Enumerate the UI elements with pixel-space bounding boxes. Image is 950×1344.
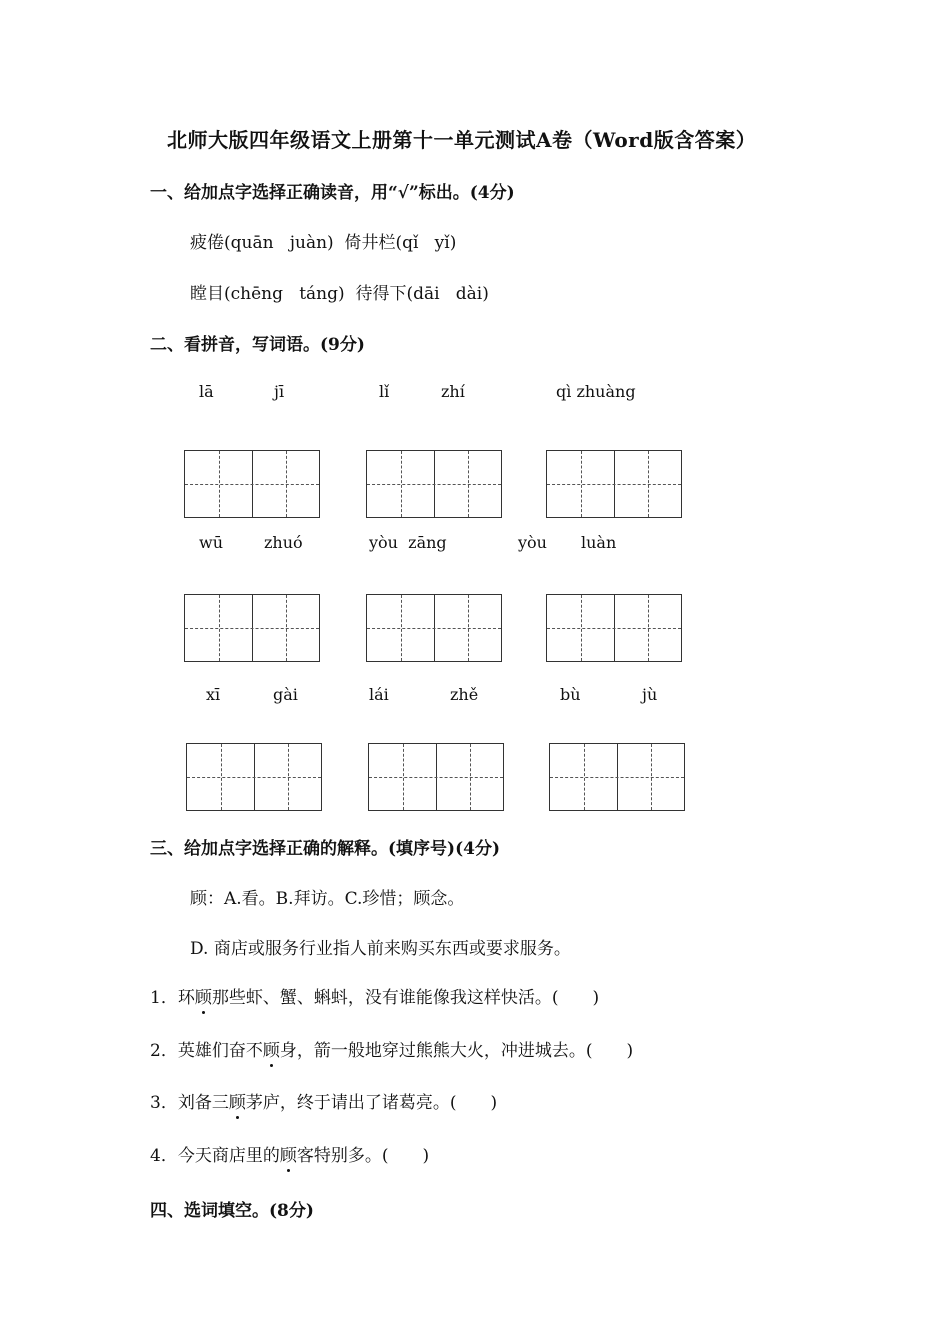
pinyin-label: lái (369, 685, 389, 704)
writing-grid[interactable] (184, 594, 320, 662)
pinyin-label: jī (274, 382, 285, 401)
pinyin-label: luàn (581, 533, 617, 552)
writing-grid[interactable] (186, 743, 322, 811)
pinyin-label: bù (560, 685, 581, 704)
writing-grid[interactable] (546, 594, 682, 662)
dotted-character: 顾 (280, 1141, 297, 1166)
question-4-text: 客特别多。( ) (296, 1146, 430, 1166)
dotted-character: 顾 (263, 1036, 280, 1061)
writing-grid[interactable] (366, 594, 502, 662)
page-title: 北师大版四年级语文上册第十一单元测试A卷（Word版含答案） (167, 128, 757, 152)
section-1-heading: 一、给加点字选择正确读音，用“√”标出。(4分) (150, 183, 515, 203)
dotted-character: 顾 (195, 983, 212, 1008)
question-4 (150, 1141, 429, 1166)
pinyin-label: zhě (450, 685, 479, 704)
pinyin-label: zhí (441, 382, 465, 401)
dotted-character: 顾 (229, 1088, 246, 1113)
pinyin-label: wū (199, 533, 223, 552)
writing-grid[interactable] (368, 743, 504, 811)
pinyin-label: qì zhuàng (556, 382, 636, 401)
question-1 (150, 983, 599, 1008)
writing-grid[interactable] (366, 450, 502, 518)
pinyin-label: yòu (518, 533, 547, 552)
writing-grid[interactable] (546, 450, 682, 518)
section-1-line-1: 疲倦(quān juàn) 倚井栏(qǐ yǐ) (190, 233, 457, 253)
pinyin-label: gài (273, 685, 298, 704)
pinyin-label: xī (206, 685, 221, 704)
question-2 (150, 1036, 633, 1061)
question-2-text: 身，箭一般地穿过熊熊大火，冲进城去。( ) (279, 1041, 634, 1061)
writing-grid[interactable] (549, 743, 685, 811)
question-3-text: 3．刘备三 (150, 1093, 229, 1113)
question-1-text: 1．环 (150, 988, 195, 1008)
question-3-text: 茅庐，终于请出了诸葛亮。( ) (245, 1093, 498, 1113)
question-1-text: 那些虾、蟹、蝌蚪，没有谁能像我这样快活。( ) (211, 988, 600, 1008)
pinyin-label: lǐ (379, 382, 390, 401)
section-2-heading: 二、看拼音，写词语。(9分) (150, 335, 365, 355)
pinyin-label: yòu zāng (369, 533, 447, 552)
section-3-heading: 三、给加点字选择正确的解释。(填序号)(4分) (150, 839, 501, 859)
pinyin-label: zhuó (264, 533, 303, 552)
writing-grid[interactable] (184, 450, 320, 518)
question-3 (150, 1088, 497, 1113)
definition-line-1: 顾：A.看。B.拜访。C.珍惜；顾念。 (190, 889, 465, 909)
question-4-text: 4．今天商店里的 (150, 1146, 280, 1166)
section-4-heading: 四、选词填空。(8分) (150, 1201, 314, 1221)
section-1-line-2: 瞠目(chēng táng) 待得下(dāi dài) (190, 284, 489, 304)
question-2-text: 2．英雄们奋不 (150, 1041, 263, 1061)
pinyin-label: jù (642, 685, 658, 704)
pinyin-label: lā (199, 382, 214, 401)
definition-line-2: D. 商店或服务行业指人前来购买东西或要求服务。 (190, 939, 571, 959)
